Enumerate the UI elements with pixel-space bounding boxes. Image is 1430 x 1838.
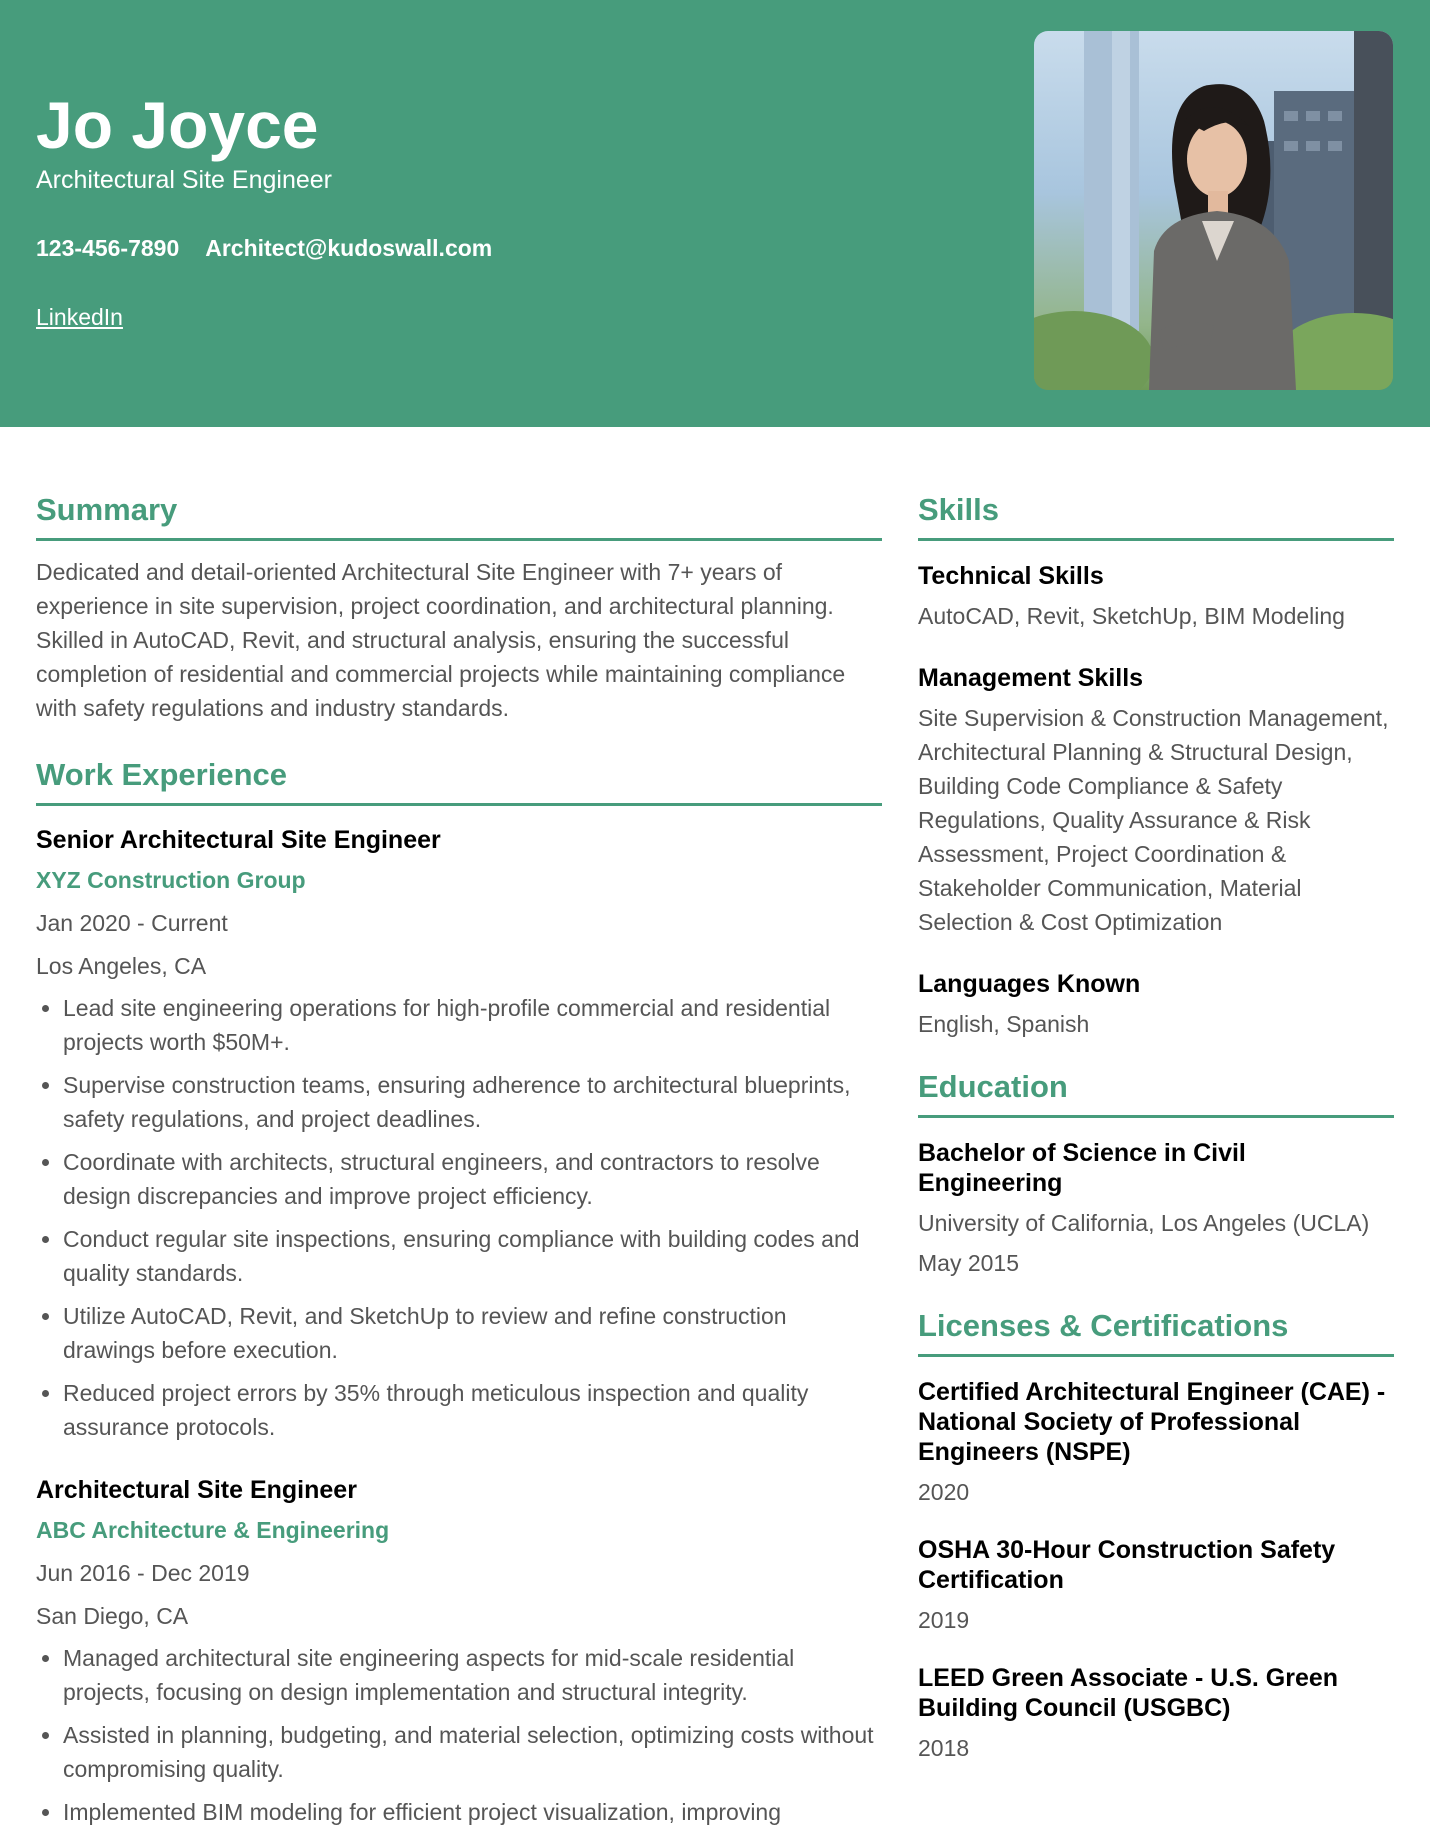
- job-bullet: • Implemented BIM modeling for efficient project visualization, improving: [63, 1795, 882, 1829]
- job-title: Architectural Site Engineer: [36, 1476, 357, 1504]
- certification-name: OSHA 30-Hour Construction Safety Certification: [918, 1536, 1336, 1594]
- job-bullet: • Lead site engineering operations for high-profile commercial and residential projects worth $50M+.: [63, 991, 882, 1059]
- candidate-title: Architectural Site Engineer: [36, 166, 332, 194]
- job-entry: [36, 1474, 882, 1829]
- job-title: Senior Architectural Site Engineer: [36, 826, 441, 854]
- job-bullet: • Supervise construction teams, ensuring adherence to architectural blueprints, safety regulations, and project deadlines.: [63, 1068, 882, 1136]
- summary-text: Dedicated and detail-oriented Architectural Site Engineer with 7+ years of experience in site supervision, project coordination, and architectural planning. Skilled in AutoCAD, Revit, and structural analysis, ensuring the successful completion of residential and commercial projects while maintaining compliance with safety regulations and industry standards.: [36, 559, 846, 721]
- skill-group-title: Technical Skills: [918, 562, 1104, 590]
- job-bullet: • Utilize AutoCAD, Revit, and SketchUp to review and refine construction drawings before execution.: [63, 1299, 882, 1367]
- phone-number: 123-456-7890: [36, 235, 180, 261]
- job-location: San Diego, CA: [36, 1603, 189, 1629]
- skill-group-text: English, Spanish: [918, 1011, 1090, 1037]
- work-experience-heading: Work Experience: [36, 755, 882, 806]
- job-location: Los Angeles, CA: [36, 953, 207, 979]
- skill-group-title: Languages Known: [918, 970, 1141, 998]
- company-name: XYZ Construction Group: [36, 867, 306, 893]
- skill-group-text: Site Supervision & Construction Management, Architectural Planning & Structural Design, Building Code Compliance & Safety Regulations, Quality Assurance & Risk Assessment, Project Coordination & Stakeholder Communication, Material Selection & Cost Optimization: [918, 705, 1389, 935]
- skill-group-text: AutoCAD, Revit, SketchUp, BIM Modeling: [918, 603, 1345, 629]
- certification-year: 2020: [918, 1479, 970, 1505]
- profile-photo: [1034, 31, 1393, 390]
- job-bullet: • Coordinate with architects, structural engineers, and contractors to resolve design discrepancies and improve project efficiency.: [63, 1145, 882, 1213]
- job-bullet: • Assisted in planning, budgeting, and material selection, optimizing costs without compromising quality.: [63, 1718, 882, 1786]
- job-bullets: [36, 991, 882, 1444]
- skill-group: [918, 969, 1394, 1041]
- skill-group: [918, 663, 1394, 939]
- graduation-date: May 2015: [918, 1250, 1020, 1276]
- education-entry: [918, 1138, 1394, 1280]
- certifications-heading: Licenses & Certifications: [918, 1306, 1394, 1357]
- email-address: Architect@kudoswall.com: [205, 235, 493, 261]
- certification-year: 2019: [918, 1607, 970, 1633]
- degree-name: Bachelor of Science in Civil Engineering: [918, 1139, 1246, 1197]
- linkedin-link[interactable]: LinkedIn: [36, 304, 123, 330]
- job-dates: Jun 2016 - Dec 2019: [36, 1560, 250, 1586]
- skill-group-title: Management Skills: [918, 664, 1144, 692]
- company-name: ABC Architecture & Engineering: [36, 1517, 390, 1543]
- certification-year: 2018: [918, 1735, 970, 1761]
- skills-heading: Skills: [918, 490, 1394, 541]
- certification-name: LEED Green Associate - U.S. Green Building Council (USGBC): [918, 1664, 1339, 1722]
- certification-item: [918, 1377, 1394, 1509]
- school-name: University of California, Los Angeles (UCLA): [918, 1210, 1370, 1236]
- right-column: [918, 490, 1394, 1765]
- job-bullet: • Conduct regular site inspections, ensuring compliance with building codes and quality standards.: [63, 1222, 882, 1290]
- candidate-name: Jo Joyce: [36, 88, 319, 162]
- certification-name: Certified Architectural Engineer (CAE) - National Society of Professional Engineers (NSPE): [918, 1378, 1386, 1466]
- job-dates: Jan 2020 - Current: [36, 910, 228, 936]
- education-heading: Education: [918, 1067, 1394, 1118]
- contact-info: [36, 234, 518, 262]
- certification-item: [918, 1663, 1394, 1765]
- job-bullet: • Managed architectural site engineering aspects for mid-scale residential projects, focusing on design implementation and structural integrity.: [63, 1641, 882, 1709]
- profile-photo-illustration: [1034, 31, 1393, 390]
- job-entry: [36, 824, 882, 1444]
- summary-heading: Summary: [36, 490, 882, 541]
- certification-item: [918, 1535, 1394, 1637]
- skill-group: [918, 561, 1394, 633]
- job-bullet: • Reduced project errors by 35% through meticulous inspection and quality assurance protocols.: [63, 1376, 882, 1444]
- left-column: [36, 490, 882, 1838]
- resume-header: [0, 0, 1430, 427]
- job-bullets: [36, 1641, 882, 1829]
